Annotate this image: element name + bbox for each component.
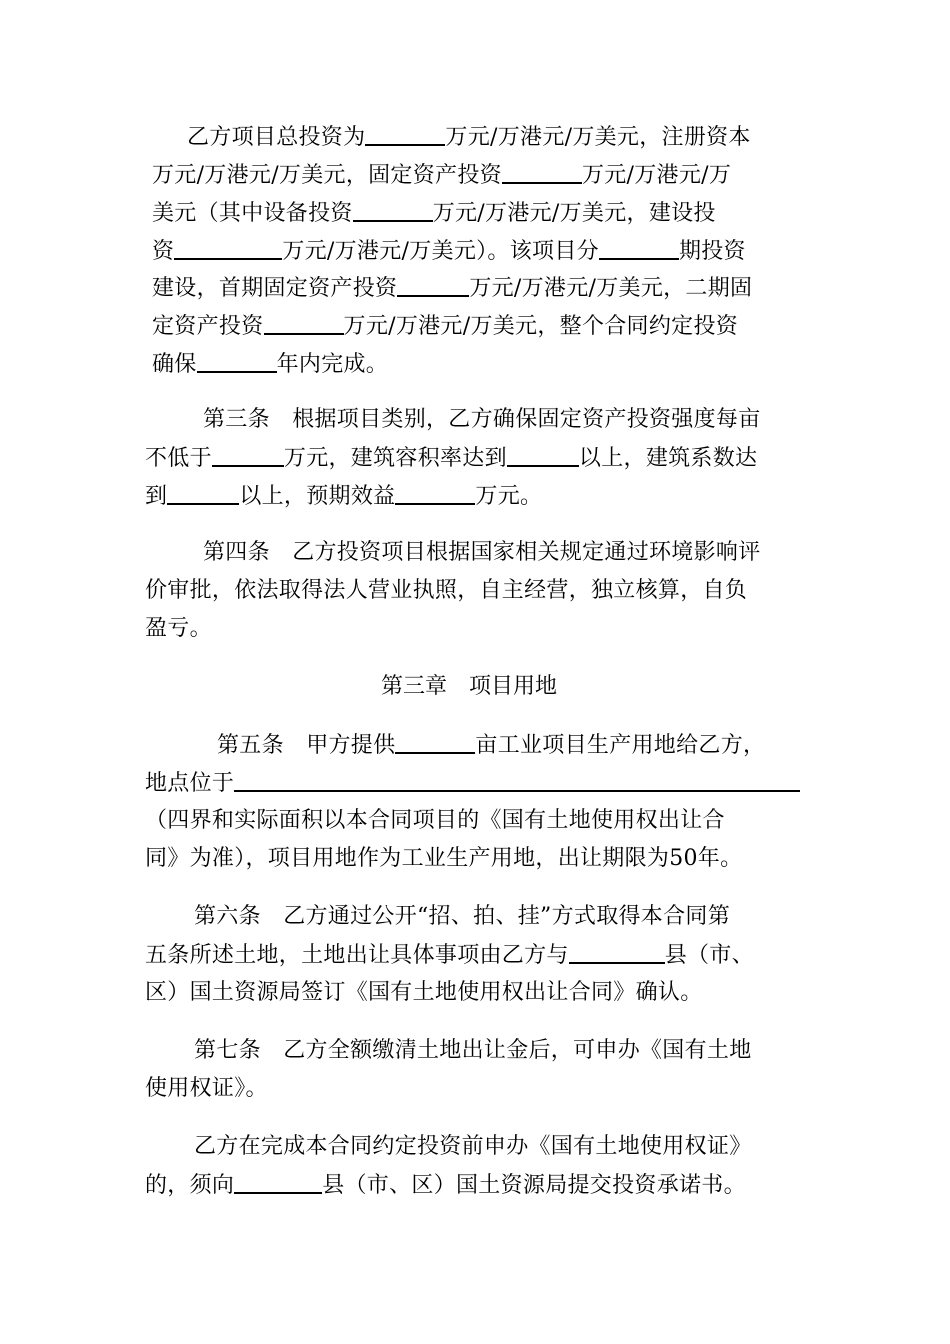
blank-total-investment[interactable]	[365, 122, 445, 146]
blank-investment-intensity[interactable]	[212, 443, 284, 467]
article5-line-3: （四界和实际面积以本合同项目的《国有土地使用权出让合	[145, 808, 725, 833]
article4-line-3: 盈亏。	[145, 616, 212, 641]
article3-line-2: 不低于 万元，建筑容积率达到 以上，建筑系数达	[145, 443, 757, 474]
investment-paragraph-line-5: 建设，首期固定资产投资 万元/万港元/万美元，二期固	[152, 273, 752, 304]
blank-land-location[interactable]	[234, 768, 800, 792]
blank-land-area[interactable]	[395, 730, 475, 754]
final-paragraph-line-2: 的，须向 县（市、区）国土资源局提交投资承诺书。	[145, 1170, 746, 1201]
article5-line-1: 第五条 甲方提供 亩工业项目生产用地给乙方，	[217, 730, 765, 761]
blank-county-name[interactable]	[569, 940, 665, 964]
blank-phase2-investment[interactable]	[264, 311, 344, 335]
blank-building-coefficient[interactable]	[167, 481, 239, 505]
article4-line-1: 第四条 乙方投资项目根据国家相关规定通过环境影响评	[203, 540, 761, 565]
blank-county-name-2[interactable]	[234, 1170, 322, 1194]
article6-line-2: 五条所述土地，土地出让具体事项由乙方与 县（市、	[145, 940, 754, 971]
investment-paragraph-line-1: 乙方项目总投资为 万元/万港元/万美元，注册资本	[187, 122, 751, 153]
blank-completion-years[interactable]	[197, 349, 277, 373]
blank-plot-ratio[interactable]	[507, 443, 579, 467]
article7-line-2: 使用权证》。	[145, 1076, 268, 1101]
blank-equipment-investment[interactable]	[353, 198, 433, 222]
article5-line-2: 地点位于	[145, 768, 800, 799]
article7-line-1: 第七条 乙方全额缴清土地出让金后，可申办《国有土地	[194, 1038, 752, 1063]
article4-line-2: 价审批，依法取得法人营业执照，自主经营，独立核算，自负	[145, 578, 748, 603]
article5-line-4: 同》为准），项目用地作为工业生产用地，出让期限为50年。	[145, 846, 743, 871]
article3-line-3: 到 以上，预期效益 万元。	[145, 481, 542, 512]
blank-phase1-investment[interactable]	[397, 273, 469, 297]
blank-expected-benefit[interactable]	[395, 481, 475, 505]
article6-line-1: 第六条 乙方通过公开“招、拍、挂”方式取得本合同第	[194, 904, 730, 929]
investment-paragraph-line-2: 万元/万港元/万美元，固定资产投资 万元/万港元/万	[152, 160, 731, 191]
blank-phase-count[interactable]	[599, 236, 679, 260]
blank-construction-investment[interactable]	[174, 236, 282, 260]
investment-paragraph-line-6: 定资产投资 万元/万港元/万美元，整个合同约定投资	[152, 311, 738, 342]
investment-paragraph-line-7: 确保 年内完成。	[152, 349, 388, 380]
blank-fixed-asset-investment[interactable]	[502, 160, 582, 184]
chapter3-heading: 第三章 项目用地	[381, 674, 558, 699]
final-paragraph-line-1: 乙方在完成本合同约定投资前申办《国有土地使用权证》	[194, 1134, 752, 1159]
investment-paragraph-line-4: 资 万元/万港元/万美元）。该项目分 期投资	[152, 236, 746, 267]
investment-paragraph-line-3: 美元（其中设备投资 万元/万港元/万美元，建设投	[152, 198, 716, 229]
article3-line-1: 第三条 根据项目类别，乙方确保固定资产投资强度每亩	[203, 407, 761, 432]
article6-line-3: 区）国土资源局签订《国有土地使用权出让合同》确认。	[145, 980, 703, 1005]
